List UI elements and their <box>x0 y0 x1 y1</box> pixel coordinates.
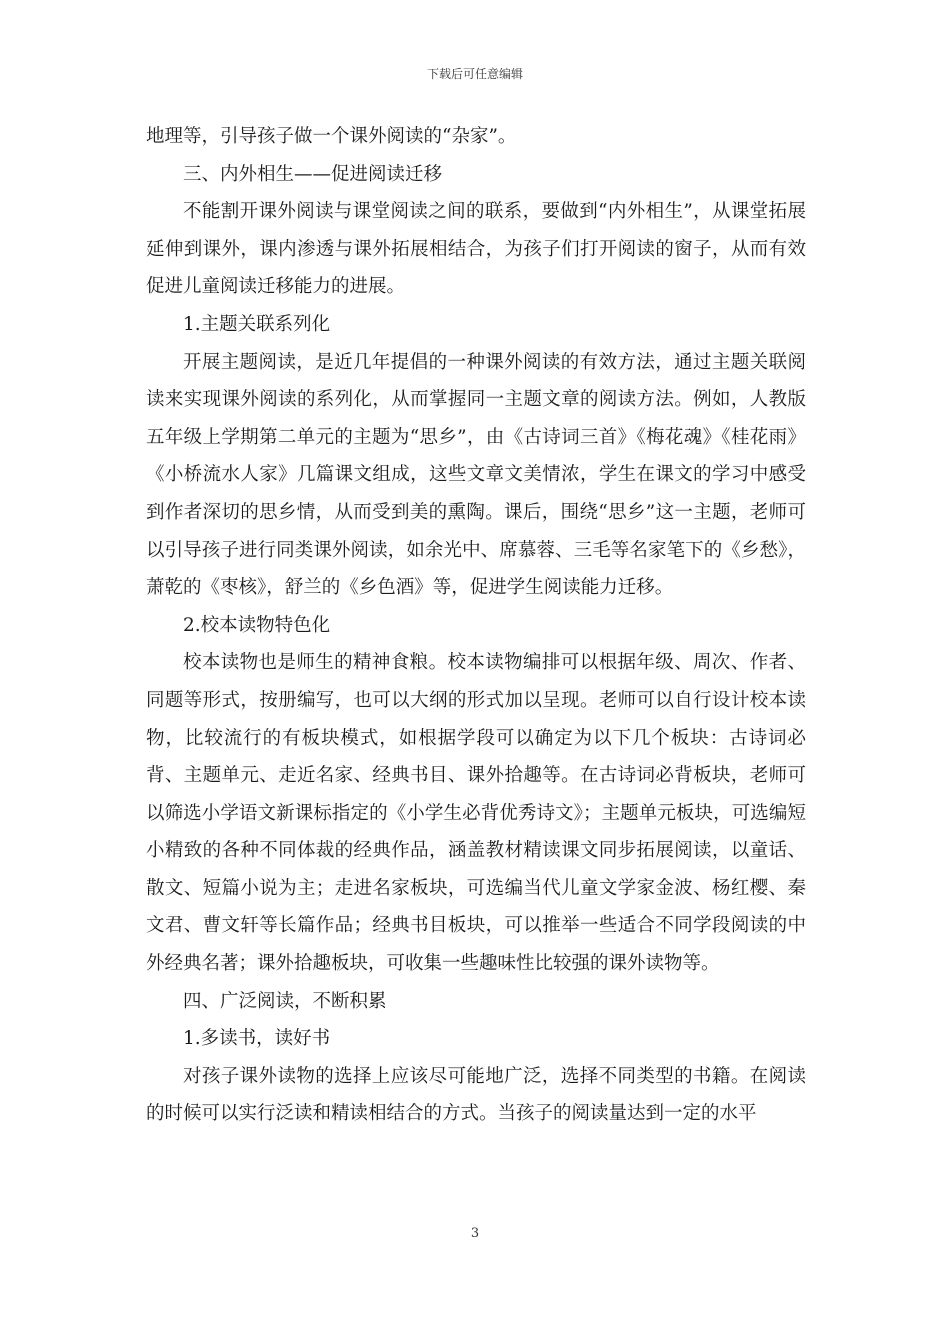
paragraph: 地理等，引导孩子做一个课外阅读的“杂家”。 <box>146 126 517 147</box>
section-heading: 四、广泛阅读，不断积累 <box>183 990 387 1012</box>
page-header: 下载后可任意编辑 <box>426 67 523 81</box>
subsection-heading: 2.校本读物特色化 <box>183 614 331 636</box>
paragraph: 校本读物也是师生的精神食粮。校本读物编排可以根据年级、周次、作者、同题等形式，按册编写，也可以大纲的形式加以呈现。老师可以自行设计校本读物，比较流行的有板块模式，如根据学段可以确定为以下几个板块：古诗词必背、主题单元、走近名家、经典书目、课外拾趣等。在古诗词必背板块，老师可以筛选小学语文新课标指定的《小学生必背优秀诗文》；主题单元板块，可选编短小精致的各种不同体裁的经典作品，涵盖教材精读课文同步拓展阅读，以童话、散文、短篇小说为主；走进名家板块，可选编当代儿童文学家金波、杨红樱、秦文君、曹文轩等长篇作品；经典书目板块，可以推举一些适合不同学段阅读的中外经典名著；课外拾趣板块，可收集一些趣味性比较强的课外读物等。 <box>146 652 806 975</box>
page-number: 3 <box>470 1226 480 1241</box>
subsection-heading: 1.主题关联系列化 <box>183 313 331 335</box>
paragraph: 对孩子课外读物的选择上应该尽可能地广泛，选择不同类型的书籍。在阅读的时候可以实行泛读和精读相结合的方式。当孩子的阅读量达到一定的水平 <box>146 1065 806 1125</box>
document-body <box>146 118 806 1133</box>
subsection-heading: 1.多读书，读好书 <box>183 1028 331 1050</box>
paragraph: 开展主题阅读，是近几年提倡的一种课外阅读的有效方法，通过主题关联阅读来实现课外阅读的系列化，从而掌握同一主题文章的阅读方法。例如，人教版五年级上学期第二单元的主题为“思乡”，由《古诗词三首》《梅花魂》《桂花雨》《小桥流水人家》几篇课文组成，这些文章文美情浓，学生在课文的学习中感受到作者深切的思乡情，从而受到美的熏陶。课后，围绕“思乡”这一主题，老师可以引导孩子进行同类课外阅读，如余光中、席慕蓉、三毛等名家笔下的《乡愁》，萧乾的《枣核》，舒兰的《乡色酒》等，促进学生阅读能力迁移。 <box>146 351 806 599</box>
section-heading: 三、内外相生——促进阅读迁移 <box>183 163 443 185</box>
paragraph: 不能割开课外阅读与课堂阅读之间的联系，要做到“内外相生”，从课堂拓展延伸到课外，课内渗透与课外拓展相结合，为孩子们打开阅读的窗子，从而有效促进儿童阅读迁移能力的进展。 <box>146 201 806 298</box>
